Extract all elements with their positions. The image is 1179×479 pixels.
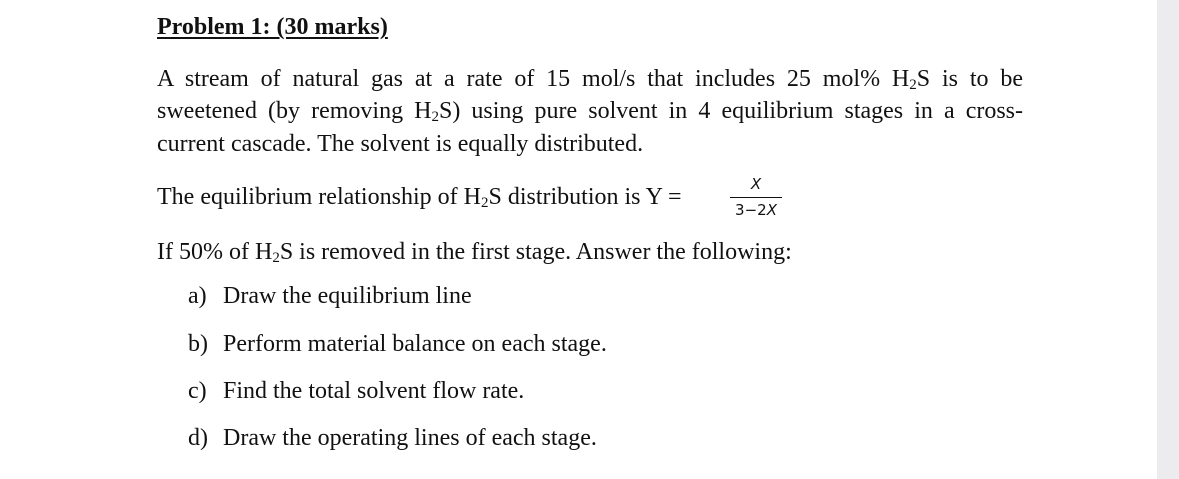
page-edge-margin bbox=[1157, 0, 1179, 479]
item-label: a) bbox=[188, 283, 207, 309]
paragraph-line-2 bbox=[157, 95, 1023, 128]
list-item bbox=[188, 425, 597, 452]
list-item bbox=[188, 331, 607, 358]
paragraph-line-3 bbox=[157, 128, 643, 161]
paragraph-line-1-text: A stream of natural gas at a rate of 15 mol/s that includes 25 mol% $H_2S$ is to be bbox=[157, 66, 1024, 93]
problem-title: Problem 1: (30 marks) bbox=[157, 14, 388, 40]
fraction-denominator: 3−2X bbox=[735, 201, 777, 219]
equilibrium-text: The equilibrium relationship of $H_2S$ distribution is Y = bbox=[157, 184, 682, 211]
item-label: c) bbox=[188, 378, 207, 404]
paragraph-line-3-text: current cascade. The solvent is equally distributed. bbox=[157, 131, 644, 157]
fraction-numerator: X bbox=[750, 175, 762, 193]
equilibrium-fraction bbox=[730, 175, 782, 223]
item-text: Find the total solvent flow rate. bbox=[223, 378, 525, 404]
item-label: b) bbox=[188, 331, 208, 357]
paragraph-line-1 bbox=[157, 63, 1023, 96]
item-label: d) bbox=[188, 425, 208, 451]
item-text: Perform material balance on each stage. bbox=[223, 331, 607, 357]
fraction-bar bbox=[730, 197, 782, 198]
question-intro: If 50% of $H_2S$ is removed in the first stage. Answer the following: bbox=[157, 239, 792, 266]
item-text: Draw the equilibrium line bbox=[223, 283, 472, 309]
item-text: Draw the operating lines of each stage. bbox=[223, 425, 597, 451]
list-item bbox=[188, 283, 472, 310]
paragraph-line-2-text: sweetened (by removing $H_2S$) using pure solvent in 4 equilibrium stages in a cross- bbox=[157, 98, 1024, 125]
list-item bbox=[188, 378, 524, 405]
equilibrium-statement bbox=[157, 181, 682, 214]
